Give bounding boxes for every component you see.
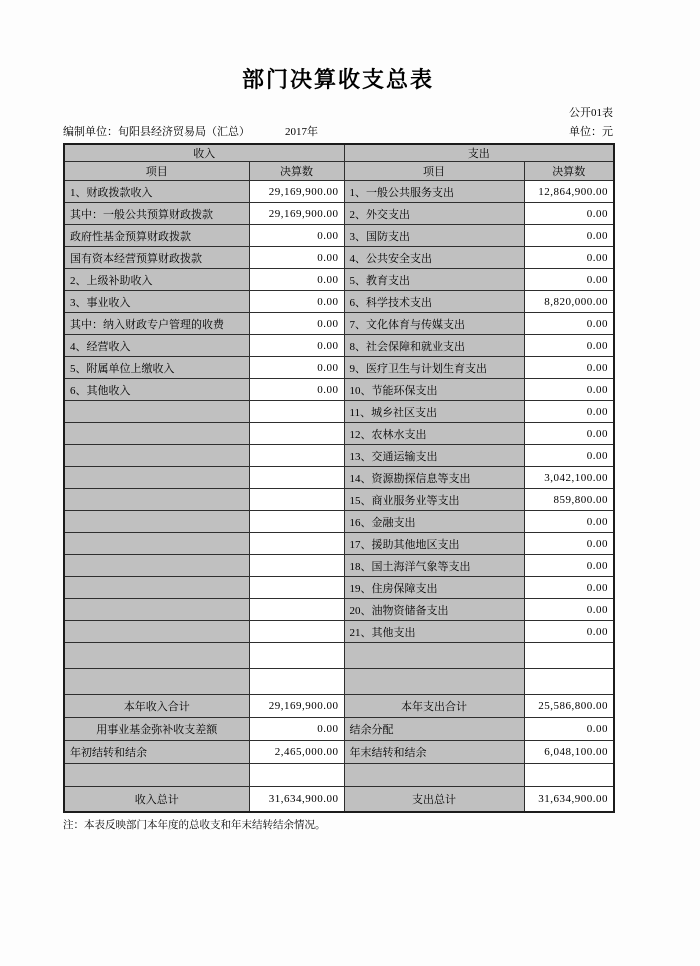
income-item-cell: 2、上级补助收入 xyxy=(64,269,249,291)
income-item-header: 项目 xyxy=(64,162,249,181)
income-amount-cell: 0.00 xyxy=(249,313,344,335)
table-row xyxy=(64,269,614,291)
expense-amount-cell: 25,586,800.00 xyxy=(524,695,614,718)
table-code: 公开01表 xyxy=(569,107,613,119)
income-item-cell xyxy=(64,445,249,467)
expense-item-cell: 5、教育支出 xyxy=(344,269,524,291)
income-amount-cell xyxy=(249,669,344,695)
expense-amount-cell: 3,042,100.00 xyxy=(524,467,614,489)
table-row-spacer xyxy=(64,764,614,787)
income-item-cell xyxy=(64,489,249,511)
income-amount-cell: 0.00 xyxy=(249,379,344,401)
income-item-cell: 6、其他收入 xyxy=(64,379,249,401)
expense-amount-cell: 0.00 xyxy=(524,247,614,269)
income-item-cell xyxy=(64,621,249,643)
expense-item-cell: 19、住房保障支出 xyxy=(344,577,524,599)
income-amount-cell xyxy=(249,643,344,669)
table-row-totals xyxy=(64,741,614,764)
income-amount-cell xyxy=(249,555,344,577)
expense-item-cell: 15、商业服务业等支出 xyxy=(344,489,524,511)
income-amount-cell: 0.00 xyxy=(249,225,344,247)
income-item-cell: 本年收入合计 xyxy=(64,695,249,718)
table-row xyxy=(64,247,614,269)
meta-line xyxy=(63,123,613,143)
table-row xyxy=(64,445,614,467)
table-body xyxy=(64,144,614,812)
income-amount-cell: 29,169,900.00 xyxy=(249,181,344,203)
income-item-cell xyxy=(64,423,249,445)
income-item-cell: 3、事业收入 xyxy=(64,291,249,313)
table-row xyxy=(64,489,614,511)
income-item-cell xyxy=(64,764,249,787)
table-row xyxy=(64,599,614,621)
table-row-totals xyxy=(64,695,614,718)
income-amount-cell xyxy=(249,599,344,621)
expense-amount-cell: 8,820,000.00 xyxy=(524,291,614,313)
income-amount-cell xyxy=(249,621,344,643)
income-item-cell xyxy=(64,511,249,533)
table-row xyxy=(64,533,614,555)
table-row xyxy=(64,401,614,423)
expense-amount-cell xyxy=(524,669,614,695)
expense-amount-cell: 0.00 xyxy=(524,599,614,621)
fiscal-year-label: 2017年 xyxy=(285,126,318,138)
expense-item-cell: 10、节能环保支出 xyxy=(344,379,524,401)
expense-item-cell: 18、国土海洋气象等支出 xyxy=(344,555,524,577)
expense-amount-cell: 0.00 xyxy=(524,379,614,401)
table-row xyxy=(64,577,614,599)
expense-item-cell: 16、金融支出 xyxy=(344,511,524,533)
expense-item-cell: 17、援助其他地区支出 xyxy=(344,533,524,555)
expense-amount-cell xyxy=(524,643,614,669)
income-item-cell: 1、财政拨款收入 xyxy=(64,181,249,203)
expense-amount-cell: 0.00 xyxy=(524,357,614,379)
expense-item-cell: 13、交通运输支出 xyxy=(344,445,524,467)
expense-item-cell: 14、资源勘探信息等支出 xyxy=(344,467,524,489)
expense-item-cell xyxy=(344,669,524,695)
expense-amount-cell: 0.00 xyxy=(524,313,614,335)
expense-amount-cell: 0.00 xyxy=(524,511,614,533)
expense-item-cell: 21、其他支出 xyxy=(344,621,524,643)
expense-item-cell: 支出总计 xyxy=(344,787,524,813)
income-item-cell xyxy=(64,599,249,621)
income-item-cell: 收入总计 xyxy=(64,787,249,813)
expense-amount-cell: 859,800.00 xyxy=(524,489,614,511)
income-section-header: 收入 xyxy=(64,144,344,162)
table-row xyxy=(64,643,614,669)
expense-amount-cell: 0.00 xyxy=(524,533,614,555)
income-amount-cell xyxy=(249,764,344,787)
income-amount-cell: 31,634,900.00 xyxy=(249,787,344,813)
expense-item-cell: 1、一般公共服务支出 xyxy=(344,181,524,203)
expense-amount-cell: 0.00 xyxy=(524,225,614,247)
income-amount-cell xyxy=(249,489,344,511)
expense-amount-cell: 0.00 xyxy=(524,203,614,225)
income-item-cell: 其中：一般公共预算财政拨款 xyxy=(64,203,249,225)
table-row-totals xyxy=(64,718,614,741)
income-amount-cell: 0.00 xyxy=(249,335,344,357)
income-amount-cell xyxy=(249,401,344,423)
expense-amount-cell: 0.00 xyxy=(524,423,614,445)
expense-section-header: 支出 xyxy=(344,144,614,162)
table-row xyxy=(64,423,614,445)
expense-amount-cell: 6,048,100.00 xyxy=(524,741,614,764)
expense-item-cell: 年末结转和结余 xyxy=(344,741,524,764)
expense-amount-cell: 31,634,900.00 xyxy=(524,787,614,813)
table-row xyxy=(64,669,614,695)
table-row xyxy=(64,313,614,335)
income-amount-cell: 0.00 xyxy=(249,718,344,741)
expense-item-cell: 8、社会保障和就业支出 xyxy=(344,335,524,357)
income-item-cell: 其中：纳入财政专户管理的收费 xyxy=(64,313,249,335)
income-item-cell xyxy=(64,401,249,423)
table-row-grand-total xyxy=(64,787,614,813)
prepared-by-label: 编制单位：旬阳县经济贸易局（汇总） xyxy=(63,126,250,138)
income-item-cell xyxy=(64,555,249,577)
income-item-cell xyxy=(64,577,249,599)
expense-item-cell xyxy=(344,764,524,787)
expense-amount-cell: 0.00 xyxy=(524,445,614,467)
income-amount-cell: 0.00 xyxy=(249,247,344,269)
income-amount-cell: 0.00 xyxy=(249,357,344,379)
expense-amount-cell: 0.00 xyxy=(524,401,614,423)
table-row xyxy=(64,225,614,247)
expense-amount-cell: 0.00 xyxy=(524,577,614,599)
table-row xyxy=(64,181,614,203)
income-amount-cell xyxy=(249,511,344,533)
table-row xyxy=(64,291,614,313)
expense-amount-header: 决算数 xyxy=(524,162,614,181)
income-amount-cell: 29,169,900.00 xyxy=(249,203,344,225)
income-item-cell: 国有资本经营预算财政拨款 xyxy=(64,247,249,269)
income-amount-cell xyxy=(249,467,344,489)
income-item-cell: 年初结转和结余 xyxy=(64,741,249,764)
income-item-cell xyxy=(64,467,249,489)
budget-summary-table xyxy=(63,143,615,813)
expense-amount-cell: 0.00 xyxy=(524,335,614,357)
income-amount-cell xyxy=(249,423,344,445)
column-header-row xyxy=(64,162,614,181)
expense-item-cell: 7、文化体育与传媒支出 xyxy=(344,313,524,335)
income-item-cell xyxy=(64,669,249,695)
unit-label: 单位：元 xyxy=(569,126,613,138)
expense-item-cell: 4、公共安全支出 xyxy=(344,247,524,269)
income-item-cell: 政府性基金预算财政拨款 xyxy=(64,225,249,247)
expense-item-cell: 结余分配 xyxy=(344,718,524,741)
table-row xyxy=(64,335,614,357)
expense-amount-cell: 0.00 xyxy=(524,269,614,291)
income-amount-cell: 29,169,900.00 xyxy=(249,695,344,718)
expense-amount-cell: 0.00 xyxy=(524,621,614,643)
table-row xyxy=(64,379,614,401)
expense-item-cell: 2、外交支出 xyxy=(344,203,524,225)
income-item-cell xyxy=(64,643,249,669)
expense-amount-cell xyxy=(524,764,614,787)
income-item-cell: 5、附属单位上缴收入 xyxy=(64,357,249,379)
expense-item-cell: 本年支出合计 xyxy=(344,695,524,718)
expense-item-cell xyxy=(344,643,524,669)
table-row xyxy=(64,621,614,643)
page-title: 部门决算收支总表 xyxy=(241,67,434,92)
income-item-cell: 用事业基金弥补收支差额 xyxy=(64,718,249,741)
income-amount-cell xyxy=(249,533,344,555)
income-item-cell: 4、经营收入 xyxy=(64,335,249,357)
report-page xyxy=(63,66,613,833)
expense-amount-cell: 12,864,900.00 xyxy=(524,181,614,203)
expense-item-cell: 9、医疗卫生与计划生育支出 xyxy=(344,357,524,379)
table-row xyxy=(64,203,614,225)
section-header-row xyxy=(64,144,614,162)
table-row xyxy=(64,467,614,489)
table-row xyxy=(64,357,614,379)
expense-item-header: 项目 xyxy=(344,162,524,181)
expense-item-cell: 20、油物资储备支出 xyxy=(344,599,524,621)
expense-amount-cell: 0.00 xyxy=(524,718,614,741)
expense-item-cell: 11、城乡社区支出 xyxy=(344,401,524,423)
table-row xyxy=(64,511,614,533)
income-amount-cell: 2,465,000.00 xyxy=(249,741,344,764)
income-amount-cell: 0.00 xyxy=(249,291,344,313)
expense-item-cell: 3、国防支出 xyxy=(344,225,524,247)
income-amount-cell xyxy=(249,445,344,467)
income-amount-header: 决算数 xyxy=(249,162,344,181)
expense-amount-cell: 0.00 xyxy=(524,555,614,577)
footnote: 注：本表反映部门本年度的总收支和年末结转结余情况。 xyxy=(63,820,326,831)
income-amount-cell: 0.00 xyxy=(249,269,344,291)
income-amount-cell xyxy=(249,577,344,599)
expense-item-cell: 12、农林水支出 xyxy=(344,423,524,445)
table-row xyxy=(64,555,614,577)
expense-item-cell: 6、科学技术支出 xyxy=(344,291,524,313)
income-item-cell xyxy=(64,533,249,555)
